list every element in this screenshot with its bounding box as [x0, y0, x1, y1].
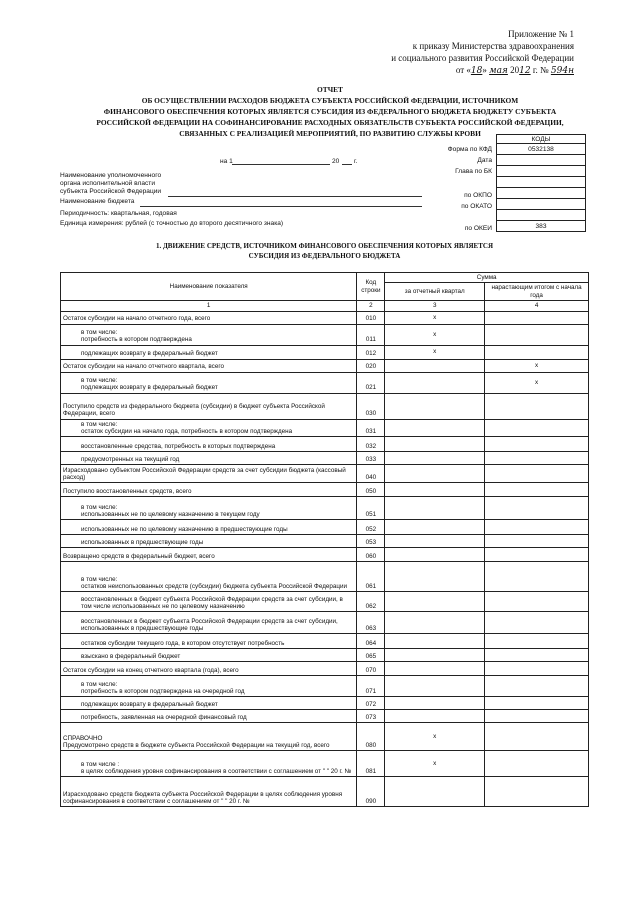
row-label — [61, 562, 357, 592]
table-body — [61, 311, 589, 807]
row-label — [61, 662, 357, 676]
table-row — [61, 372, 589, 393]
date-code — [497, 155, 586, 166]
org-label — [60, 172, 161, 196]
row-quarter-value[interactable] — [385, 634, 485, 649]
title-line-4: СВЯЗАННЫХ С РЕАЛИЗАЦИЕЙ МЕРОПРИЯТИЙ, ПО РАЗВИТИЮ СЛУЖБЫ КРОВИ — [179, 129, 481, 138]
number-prefix: № — [540, 65, 549, 75]
table-row — [61, 649, 589, 662]
okei-code: 383 — [497, 221, 586, 232]
row-prefix: в том числе: — [81, 680, 118, 688]
na-label: на 1 — [220, 158, 233, 165]
row-code: 061 — [357, 562, 385, 592]
okpo-code — [497, 188, 586, 199]
row-year-value[interactable] — [485, 419, 589, 437]
row-quarter-value[interactable] — [385, 649, 485, 662]
row-text: потребность, заявленная на очередной финансовый год — [81, 714, 247, 722]
row-quarter-value[interactable] — [385, 359, 485, 372]
table-row — [61, 393, 589, 419]
row-text: Израсходовано субъектом Российской Федерации средств за счет субсидии бюджета (кассовый расход) — [63, 466, 346, 482]
row-code: 020 — [357, 359, 385, 372]
blank-code — [497, 177, 586, 188]
row-label — [61, 548, 357, 562]
date-year: 12 — [519, 66, 531, 76]
row-code: 065 — [357, 649, 385, 662]
row-year-value[interactable] — [485, 697, 589, 710]
table-row — [61, 777, 589, 807]
row-text: восстановленных в бюджет субъекта Российской Федерации средств за счет субсидии, в том числе использованных не по целевому назначению — [81, 595, 343, 611]
row-text: подлежащих возврату в федеральный бюджет — [81, 701, 218, 709]
row-prefix: в том числе: — [81, 420, 118, 428]
row-label — [61, 592, 357, 612]
header-code: Код строки — [357, 273, 385, 301]
row-text: Израсходовано средств бюджета субъекта Российской Федерации в целях соблюдения уровня софинансирования в соответствии с соглашением от " " 20 г. № — [63, 790, 343, 806]
row-quarter-value[interactable] — [385, 612, 485, 634]
row-quarter-value[interactable] — [385, 548, 485, 562]
kfd-code: 0532138 — [497, 144, 586, 155]
table-row — [61, 548, 589, 562]
row-label — [61, 452, 357, 465]
year-label: 20 — [332, 158, 340, 165]
row-year-value[interactable] — [485, 751, 589, 777]
row-prefix: в том числе: — [81, 503, 118, 511]
empty-code — [497, 210, 586, 221]
row-text: восстановленные средства, потребность в которых подтверждена — [81, 443, 276, 451]
table-row — [61, 710, 589, 723]
row-code: 062 — [357, 592, 385, 612]
row-year-value[interactable] — [485, 777, 589, 807]
date-day: 18 — [470, 66, 483, 76]
table-row — [61, 562, 589, 592]
row-quarter-value[interactable] — [385, 437, 485, 452]
row-year-value[interactable] — [485, 649, 589, 662]
appendix-line-2: к приказу Министерства здравоохранения — [412, 41, 574, 51]
header-year: нарастающим итогом с начала года — [485, 283, 589, 301]
table-row — [61, 465, 589, 483]
table-row — [61, 520, 589, 535]
row-text: восстановленных в бюджет субъекта Российской Федерации средств за счет субсидии, использованных в предшествующие годы — [81, 617, 338, 633]
row-label — [61, 437, 357, 452]
row-code: 050 — [357, 483, 385, 497]
row-code: 011 — [357, 324, 385, 345]
row-text: Остаток субсидии на начало отчетного квартала, всего — [63, 363, 224, 371]
row-quarter-value[interactable] — [385, 497, 485, 520]
org-underline — [168, 195, 422, 197]
row-year-value[interactable] — [485, 548, 589, 562]
row-year-value[interactable] — [485, 345, 589, 359]
row-text: в целях соблюдения уровня софинансирования в соответствии с соглашением от " " 20 г. № — [81, 768, 352, 776]
row-year-value[interactable] — [485, 452, 589, 465]
row-code: 031 — [357, 419, 385, 437]
row-prefix: СПРАВОЧНО — [63, 734, 103, 742]
row-code: 052 — [357, 520, 385, 535]
row-text: предусмотренных на текущий год — [81, 456, 180, 464]
header-name: Наименование показателя — [61, 273, 357, 301]
section-title — [60, 241, 589, 261]
org-line-3: субъекта Российской Федерации — [60, 188, 162, 195]
budget-label: Наименование бюджета — [60, 198, 135, 205]
date-month: мая — [489, 66, 508, 76]
year-suffix: г. — [354, 158, 358, 165]
row-text: потребность в котором подтверждена на очередной год — [81, 688, 245, 696]
row-code: 032 — [357, 437, 385, 452]
appendix-date-line: от «18» мая 2012 г. № 594н — [455, 65, 574, 76]
row-quarter-value[interactable] — [385, 562, 485, 592]
row-text: Остаток субсидии на начало отчетного года, всего — [63, 315, 211, 323]
row-prefix: в том числе: — [81, 376, 118, 384]
row-text: остатков неиспользованных средств (субсидии) бюджета субъекта Российской Федерации — [81, 583, 348, 591]
kfd-label: Форма по КФД — [447, 146, 492, 153]
row-label — [61, 777, 357, 807]
row-quarter-value[interactable] — [385, 372, 485, 393]
table-row — [61, 723, 589, 751]
codes-table — [496, 134, 586, 232]
row-label — [61, 612, 357, 634]
section-line-2: СУБСИДИЯ ИЗ ФЕДЕРАЛЬНОГО БЮДЖЕТА — [248, 252, 401, 260]
glava-label: Глава по БК — [455, 168, 492, 175]
row-prefix: в том числе: — [81, 575, 118, 583]
row-code: 053 — [357, 535, 385, 548]
order-number: 594н — [550, 66, 574, 76]
table-row — [61, 535, 589, 548]
row-quarter-value[interactable]: x — [385, 751, 485, 777]
row-year-value[interactable] — [485, 535, 589, 548]
table-row — [61, 612, 589, 634]
row-text: использованных в предшествующие годы — [81, 539, 204, 547]
row-label — [61, 345, 357, 359]
row-label — [61, 372, 357, 393]
colnum-1: 1 — [61, 301, 357, 311]
header-sum: Сумма — [385, 273, 589, 283]
table-row — [61, 592, 589, 612]
okpo-label: по ОКПО — [464, 192, 492, 199]
colnum-4: 4 — [485, 301, 589, 311]
table-row — [61, 437, 589, 452]
glava-code — [497, 166, 586, 177]
okei-label: по ОКЕИ — [464, 225, 492, 232]
row-label — [61, 324, 357, 345]
row-quarter-value[interactable] — [385, 710, 485, 723]
budget-underline — [140, 205, 422, 207]
row-year-value[interactable]: x — [485, 372, 589, 393]
row-quarter-value[interactable] — [385, 662, 485, 676]
row-prefix: в том числе: — [81, 328, 118, 336]
unit-label: Единица измерения: рублей (с точностью до второго десятичного знака) — [60, 220, 284, 227]
row-quarter-value[interactable]: x — [385, 324, 485, 345]
row-quarter-value[interactable] — [385, 520, 485, 535]
row-quarter-value[interactable] — [385, 592, 485, 612]
row-code: 010 — [357, 311, 385, 324]
row-text: Возвращено средств в федеральный бюджет, всего — [63, 553, 215, 561]
row-quarter-value[interactable] — [385, 419, 485, 437]
row-label — [61, 710, 357, 723]
section-line-1: 1. ДВИЖЕНИЕ СРЕДСТВ, ИСТОЧНИКОМ ФИНАНСОВОГО ОБЕСПЕЧЕНИЯ КОТОРЫХ ЯВЛЯЕТСЯ — [155, 242, 493, 250]
okato-code — [497, 199, 586, 210]
row-year-value[interactable]: x — [485, 359, 589, 372]
report-heading: ОТЧЕТ — [317, 85, 343, 94]
row-text: использованных не по целевому назначению в текущем году — [81, 511, 260, 519]
row-code: 021 — [357, 372, 385, 393]
table-row — [61, 345, 589, 359]
row-text: взыскано в федеральный бюджет — [81, 653, 181, 661]
row-year-value[interactable] — [485, 520, 589, 535]
row-year-value[interactable] — [485, 497, 589, 520]
row-text: подлежащих возврату в федеральный бюджет — [81, 350, 218, 358]
row-text: остаток субсидии на начало года, потребность в котором подтверждена — [81, 428, 293, 436]
appendix-line-1: Приложение № 1 — [508, 29, 574, 39]
row-label — [61, 483, 357, 497]
row-year-value[interactable] — [485, 311, 589, 324]
row-code: 071 — [357, 676, 385, 697]
row-text: Поступило средств из федерального бюджета (субсидии) в бюджет субъекта Российской Федерации, всего — [63, 402, 325, 418]
row-label — [61, 359, 357, 372]
title-line-2: ФИНАНСОВОГО ОБЕСПЕЧЕНИЯ КОТОРЫХ ЯВЛЯЕТСЯ СУБСИДИЯ ИЗ ФЕДЕРАЛЬНОГО БЮДЖЕТА БЮДЖЕТУ СУБЪЕКТА — [103, 107, 557, 116]
row-code: 012 — [357, 345, 385, 359]
report-title — [60, 84, 600, 139]
period-label: Периодичность: квартальная, годовая — [60, 210, 177, 217]
row-quarter-value[interactable] — [385, 393, 485, 419]
date-underline — [232, 163, 330, 165]
table-row — [61, 311, 589, 324]
row-label — [61, 751, 357, 777]
row-code: 070 — [357, 662, 385, 676]
row-label — [61, 535, 357, 548]
row-quarter-value[interactable] — [385, 676, 485, 697]
row-year-value[interactable] — [485, 723, 589, 751]
row-code: 063 — [357, 612, 385, 634]
row-year-value[interactable] — [485, 562, 589, 592]
org-line-2: органа исполнительной власти — [60, 180, 156, 187]
row-code: 033 — [357, 452, 385, 465]
row-year-value[interactable] — [485, 634, 589, 649]
table-row — [61, 497, 589, 520]
row-quarter-value[interactable] — [385, 465, 485, 483]
row-quarter-value[interactable] — [385, 777, 485, 807]
table-row — [61, 324, 589, 345]
row-quarter-value[interactable] — [385, 535, 485, 548]
row-code: 072 — [357, 697, 385, 710]
row-quarter-value[interactable] — [385, 452, 485, 465]
row-text: остатков субсидии текущего года, в котором отсутствует потребность — [81, 640, 285, 648]
title-line-3: РОССИЙСКОЙ ФЕДЕРАЦИИ НА СОФИНАНСИРОВАНИЕ РАСХОДНЫХ ОБЯЗАТЕЛЬСТВ СУБЪЕКТА РОССИЙСКОЙ ФЕДЕРАЦИИ, — [96, 118, 564, 127]
row-text: использованных не по целевому назначению в предшествующие годы — [81, 526, 288, 534]
colnum-2: 2 — [357, 301, 385, 311]
row-quarter-value[interactable]: x — [385, 345, 485, 359]
row-year-value[interactable] — [485, 324, 589, 345]
row-code: 090 — [357, 777, 385, 807]
row-code: 064 — [357, 634, 385, 649]
row-quarter-value[interactable]: x — [385, 311, 485, 324]
okato-label: по ОКАТО — [461, 203, 492, 210]
table-row — [61, 359, 589, 372]
row-code: 060 — [357, 548, 385, 562]
table-row — [61, 419, 589, 437]
table-row — [61, 483, 589, 497]
table-row — [61, 697, 589, 710]
colnum-3: 3 — [385, 301, 485, 311]
table-row — [61, 634, 589, 649]
row-code: 080 — [357, 723, 385, 751]
row-text: Остаток субсидии на конец отчетного квартала (года), всего — [63, 667, 239, 675]
row-label — [61, 393, 357, 419]
row-code: 081 — [357, 751, 385, 777]
row-quarter-value[interactable] — [385, 483, 485, 497]
row-label — [61, 497, 357, 520]
row-year-value[interactable] — [485, 592, 589, 612]
movement-table — [60, 272, 589, 807]
row-text: Поступило восстановленных средств, всего — [63, 488, 192, 496]
date-prefix: от « — [455, 65, 471, 75]
row-code: 040 — [357, 465, 385, 483]
row-year-value[interactable] — [485, 710, 589, 723]
row-year-value[interactable] — [485, 483, 589, 497]
row-label — [61, 649, 357, 662]
row-year-value[interactable] — [485, 393, 589, 419]
row-text: Предусмотрено средств в бюджете субъекта Российской Федерации на текущий год, всего — [63, 742, 330, 750]
row-quarter-value[interactable]: x — [385, 723, 485, 751]
row-label — [61, 723, 357, 751]
row-year-value[interactable] — [485, 676, 589, 697]
row-label — [61, 676, 357, 697]
table-row — [61, 452, 589, 465]
row-quarter-value[interactable] — [385, 697, 485, 710]
row-label — [61, 520, 357, 535]
row-label — [61, 311, 357, 324]
org-line-1: Наименование уполномоченного — [60, 172, 162, 179]
row-text: подлежащих возврату в федеральный бюджет — [81, 384, 218, 392]
table-row — [61, 662, 589, 676]
date-year-prefix: 20 — [510, 65, 520, 75]
row-label — [61, 634, 357, 649]
row-code: 051 — [357, 497, 385, 520]
appendix-line-3: и социального развития Российской Федерации — [391, 53, 574, 63]
year-underline — [342, 163, 352, 165]
row-year-value[interactable] — [485, 662, 589, 676]
title-line-1: ОБ ОСУЩЕСТВЛЕНИИ РАСХОДОВ БЮДЖЕТА СУБЪЕКТА РОССИЙСКОЙ ФЕДЕРАЦИИ, ИСТОЧНИКОМ — [141, 96, 519, 105]
date-label: Дата — [477, 157, 492, 164]
codes-header: КОДЫ — [497, 135, 586, 144]
row-year-value[interactable] — [485, 465, 589, 483]
row-text: потребность в котором подтверждена — [81, 336, 192, 344]
table-row — [61, 676, 589, 697]
row-code: 030 — [357, 393, 385, 419]
row-prefix: в том числе : — [81, 760, 120, 768]
row-year-value[interactable] — [485, 612, 589, 634]
row-label — [61, 465, 357, 483]
table-row — [61, 751, 589, 777]
row-year-value[interactable] — [485, 437, 589, 452]
row-code: 073 — [357, 710, 385, 723]
header-quarter: за отчетный квартал — [385, 283, 485, 301]
row-label — [61, 697, 357, 710]
appendix-block — [314, 28, 574, 77]
row-label — [61, 419, 357, 437]
